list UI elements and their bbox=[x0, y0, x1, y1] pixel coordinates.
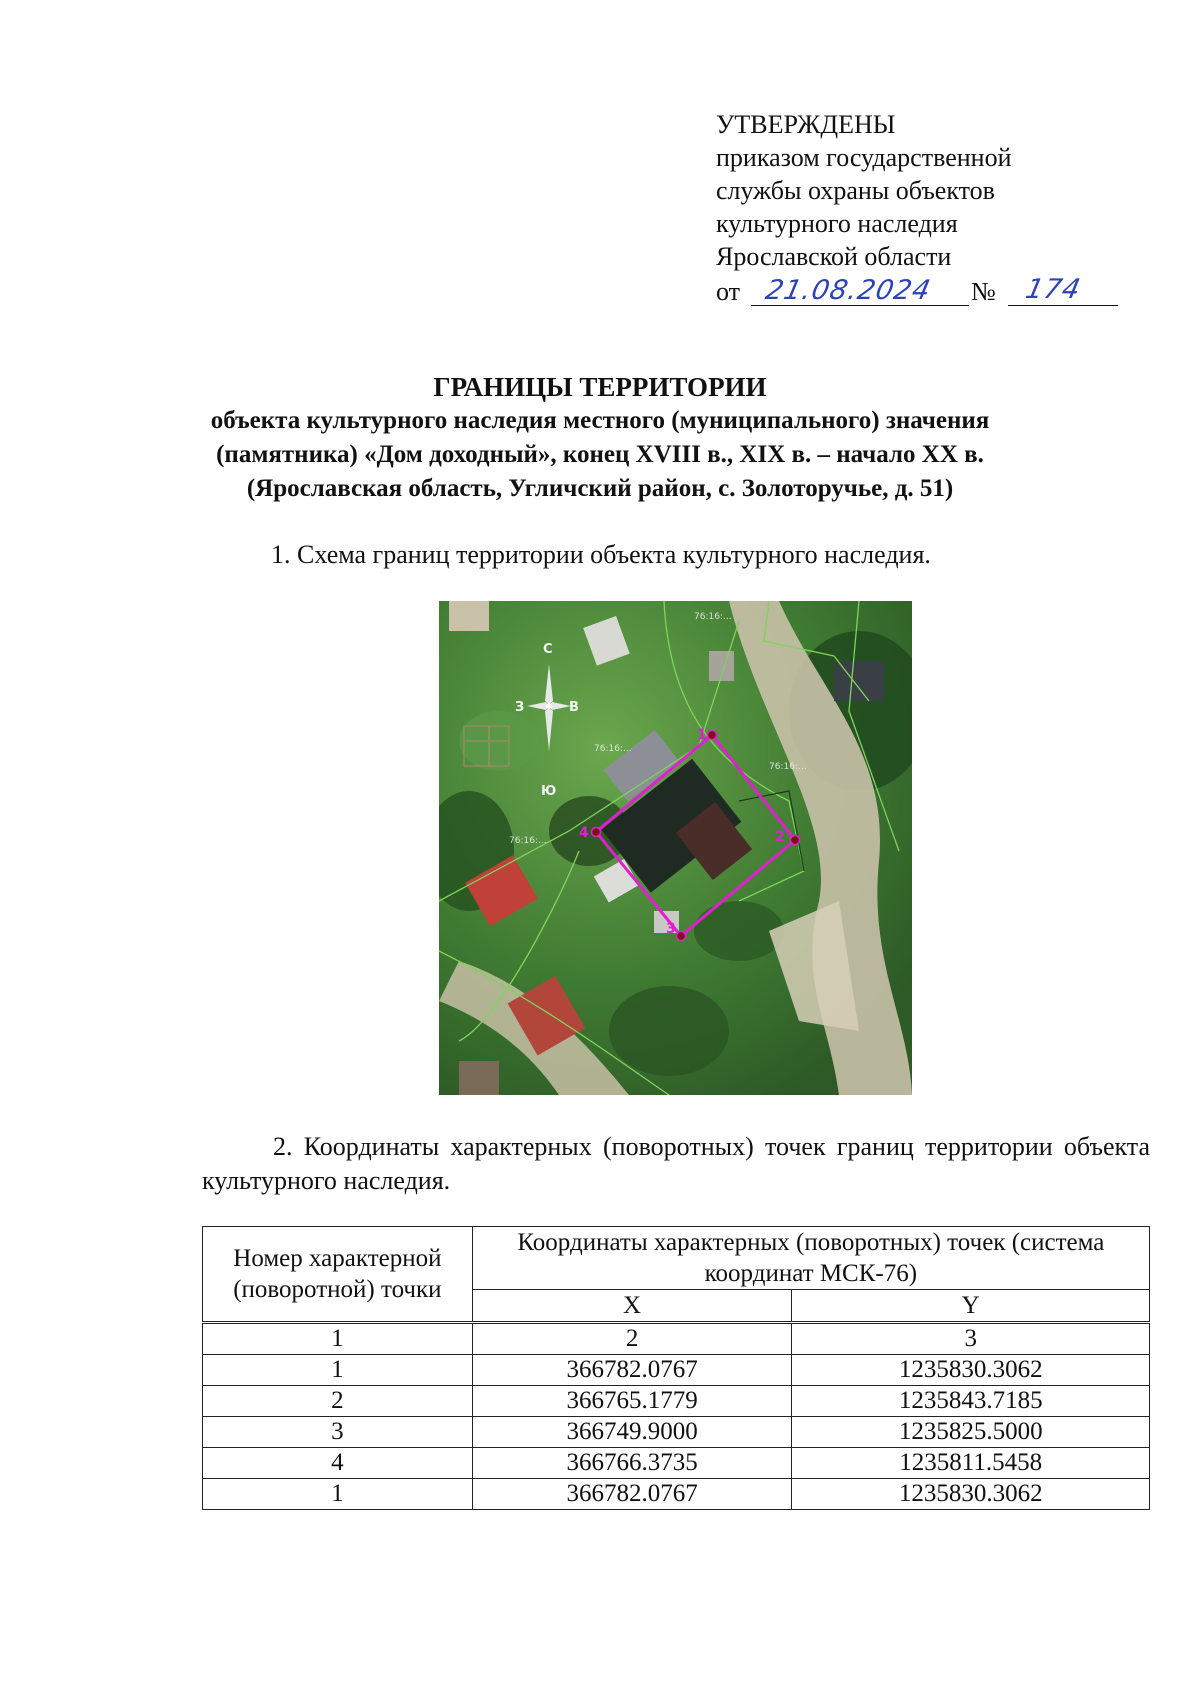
approval-date-line bbox=[716, 273, 1084, 309]
table-cell: 3 bbox=[203, 1417, 473, 1448]
approval-line: приказом государственной bbox=[716, 143, 1012, 172]
number-prefix: № bbox=[971, 277, 996, 306]
table-cell: 4 bbox=[203, 1448, 473, 1479]
compass-east: В bbox=[569, 700, 579, 715]
coordinates-table bbox=[202, 1226, 1150, 1510]
compass-south: Ю bbox=[541, 784, 557, 799]
svg-text:76:16:...: 76:16:... bbox=[769, 762, 807, 772]
approval-block bbox=[716, 108, 1084, 309]
table-cell: 1235811.5458 bbox=[792, 1448, 1150, 1479]
header-x: X bbox=[472, 1290, 792, 1323]
point-label-2: 2 bbox=[775, 829, 785, 845]
point-label-1: 1 bbox=[697, 727, 707, 743]
point-label-3: 3 bbox=[666, 921, 676, 937]
table-row bbox=[203, 1448, 1150, 1479]
header-y: Y bbox=[792, 1290, 1150, 1323]
title-line: объекта культурного наследия местного (муниципального) значения bbox=[210, 407, 990, 434]
header-coordinates: Координаты характерных (поворотных) точек (система координат МСК-76) bbox=[472, 1227, 1149, 1290]
table-cell: 366766.3735 bbox=[472, 1448, 792, 1479]
table-cell: 1 bbox=[203, 1479, 473, 1510]
table-cell: 1235843.7185 bbox=[792, 1386, 1150, 1417]
table-row bbox=[203, 1417, 1150, 1448]
approval-line: культурного наследия bbox=[716, 209, 958, 238]
header-point-number: Номер характерной (поворотной) точки bbox=[203, 1227, 473, 1323]
table-cell: 366782.0767 bbox=[472, 1479, 792, 1510]
satellite-image bbox=[439, 601, 912, 1095]
table-cell: 1235830.3062 bbox=[792, 1355, 1150, 1386]
table-cell: 1 bbox=[203, 1355, 473, 1386]
approval-line: службы охраны объектов bbox=[716, 176, 995, 205]
table-cell: 366782.0767 bbox=[472, 1355, 792, 1386]
table-cell: 1235830.3062 bbox=[792, 1479, 1150, 1510]
boundary-scheme-map bbox=[439, 601, 912, 1095]
table-cell: 2 bbox=[472, 1323, 792, 1355]
table-row bbox=[203, 1386, 1150, 1417]
handwritten-number: 174 bbox=[1022, 274, 1084, 305]
handwritten-date: 21.08.2024 bbox=[762, 275, 934, 306]
table-cell: 366749.9000 bbox=[472, 1417, 792, 1448]
table-cell: 1235825.5000 bbox=[792, 1417, 1150, 1448]
svg-text:76:16:...: 76:16:... bbox=[594, 744, 632, 754]
section1-heading: 1. Схема границ территории объекта культурного наследия. bbox=[271, 540, 931, 569]
approval-line: Ярославской области bbox=[716, 242, 952, 271]
point-label-4: 4 bbox=[579, 825, 589, 841]
title-main: ГРАНИЦЫ ТЕРРИТОРИИ bbox=[433, 372, 767, 402]
table-row bbox=[203, 1355, 1150, 1386]
table-cell: 366765.1779 bbox=[472, 1386, 792, 1417]
compass-west: З bbox=[515, 700, 525, 715]
svg-text:76:16:...: 76:16:... bbox=[509, 836, 547, 846]
title-line: (памятника) «Дом доходный», конец XVIII в., XIX в. – начало XX в. bbox=[216, 441, 984, 468]
column-number-row bbox=[203, 1323, 1150, 1355]
table-row bbox=[203, 1479, 1150, 1510]
table-cell: 2 bbox=[203, 1386, 473, 1417]
approval-heading: УТВЕРЖДЕНЫ bbox=[716, 110, 896, 139]
document-title bbox=[0, 370, 1200, 506]
title-line: (Ярославская область, Угличский район, с. Золоторучье, д. 51) bbox=[246, 475, 954, 502]
section2-heading: 2. Координаты характерных (поворотных) точек границ территории объекта культурного наследия. bbox=[202, 1132, 1150, 1195]
svg-text:76:16:...: 76:16:... bbox=[694, 612, 732, 622]
table-cell: 1 bbox=[203, 1323, 473, 1355]
table-cell: 3 bbox=[792, 1323, 1150, 1355]
date-prefix: от bbox=[716, 277, 741, 306]
compass-north: С bbox=[543, 642, 553, 657]
